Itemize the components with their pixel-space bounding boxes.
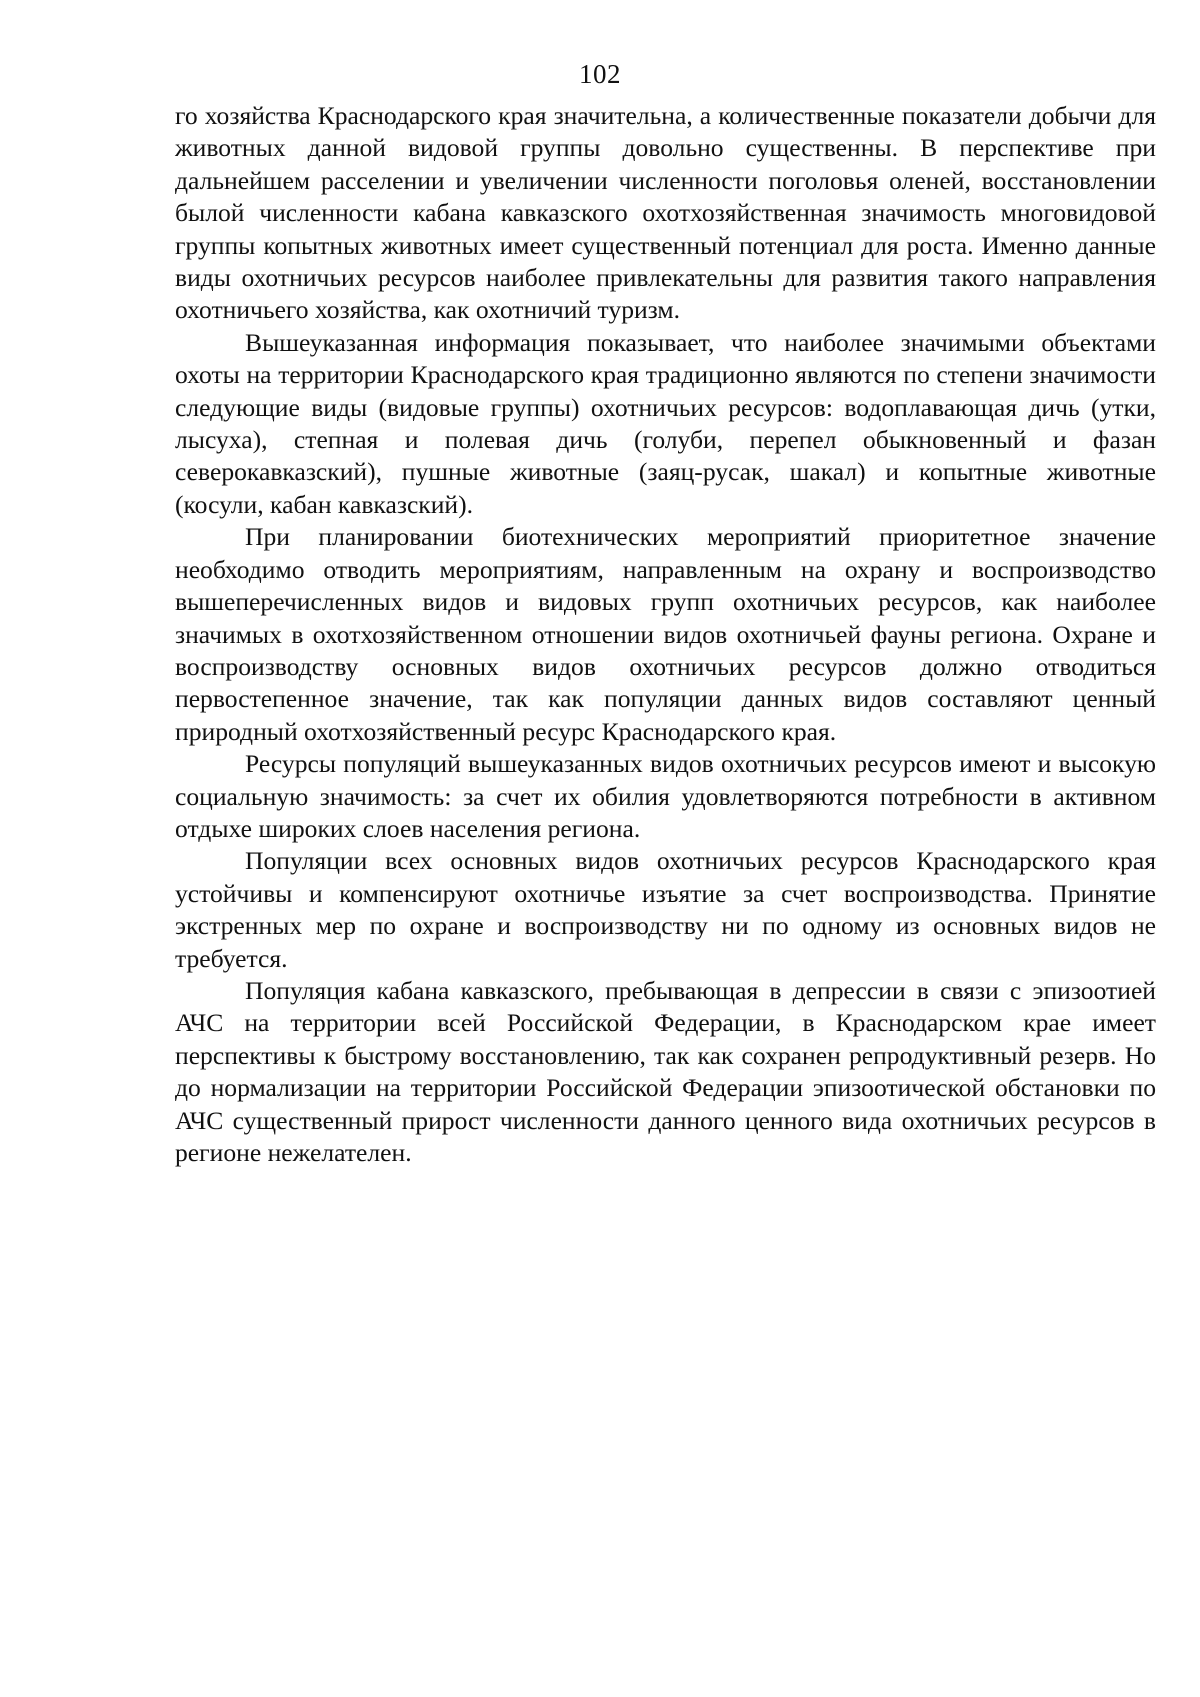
document-body [175, 100, 1156, 1169]
page-number: 102 [579, 59, 621, 89]
paragraph-main-hunting-objects: Вышеуказанная информация показывает, что наиболее значимыми объектами охоты на территории Краснодарского края традиционно являются по степени значимости следующие виды (видовые группы) охотничьих ресурсов: водоплавающая дичь (утки, лысуха), степная и полевая дичь (голуби, перепел обыкновенный и фазан северокавказский), пушные животные (заяц-русак, шакал) и копытные животные (косули, кабан кавказский). [175, 327, 1156, 519]
paragraph-continuation: го хозяйства Краснодарского края значительна, а количественные показатели добычи для животных данной видовой группы довольно существенны. В перспективе при дальнейшем расселении и увеличении численности поголовья оленей, восстановлении былой численности кабана кавказского охотхозяйственная значимость многовидовой группы копытных животных имеет существенный потенциал для роста. Именно данные виды охотничьих ресурсов наиболее привлекательны для развития такого направления охотничьего хозяйства, как охотничий туризм. [175, 101, 1156, 325]
paragraph-biotechnical-measures: При планировании биотехнических мероприятий приоритетное значение необходимо отводить мероприятиям, направленным на охрану и воспроизводство вышеперечисленных видов и видовых групп охотничьих ресурсов, как наиболее значимых в охотхозяйственном отношении видов охотничьей фауны региона. Охране и воспроизводству основных видов охотничьих ресурсов должно отводиться первостепенное значение, так как популяции данных видов составляют ценный природный охотхозяйственный ресурс Краснодарского края. [175, 522, 1156, 746]
paragraph-wild-boar-population: Популяция кабана кавказского, пребывающая в депрессии в связи с эпизоотией АЧС на территории всей Российской Федерации, в Краснодарском крае имеет перспективы к быстрому восстановлению, так как сохранен репродуктивный резерв. Но до нормализации на территории Российской Федерации эпизоотической обстановки по АЧС существенный прирост численности данного ценного вида охотничьих ресурсов в регионе нежелателен. [175, 975, 1156, 1167]
paragraph-social-significance: Ресурсы популяций вышеуказанных видов охотничьих ресурсов имеют и высокую социальную значимость: за счет их обилия удовлетворяются потребности в активном отдыхе широких слоев населения региона. [175, 749, 1156, 843]
paragraph-population-stability: Популяции всех основных видов охотничьих ресурсов Краснодарского края устойчивы и компенсируют охотничье изъятие за счет воспроизводства. Принятие экстренных мер по охране и воспроизводству ни по одному из основных видов не требуется. [175, 846, 1156, 973]
